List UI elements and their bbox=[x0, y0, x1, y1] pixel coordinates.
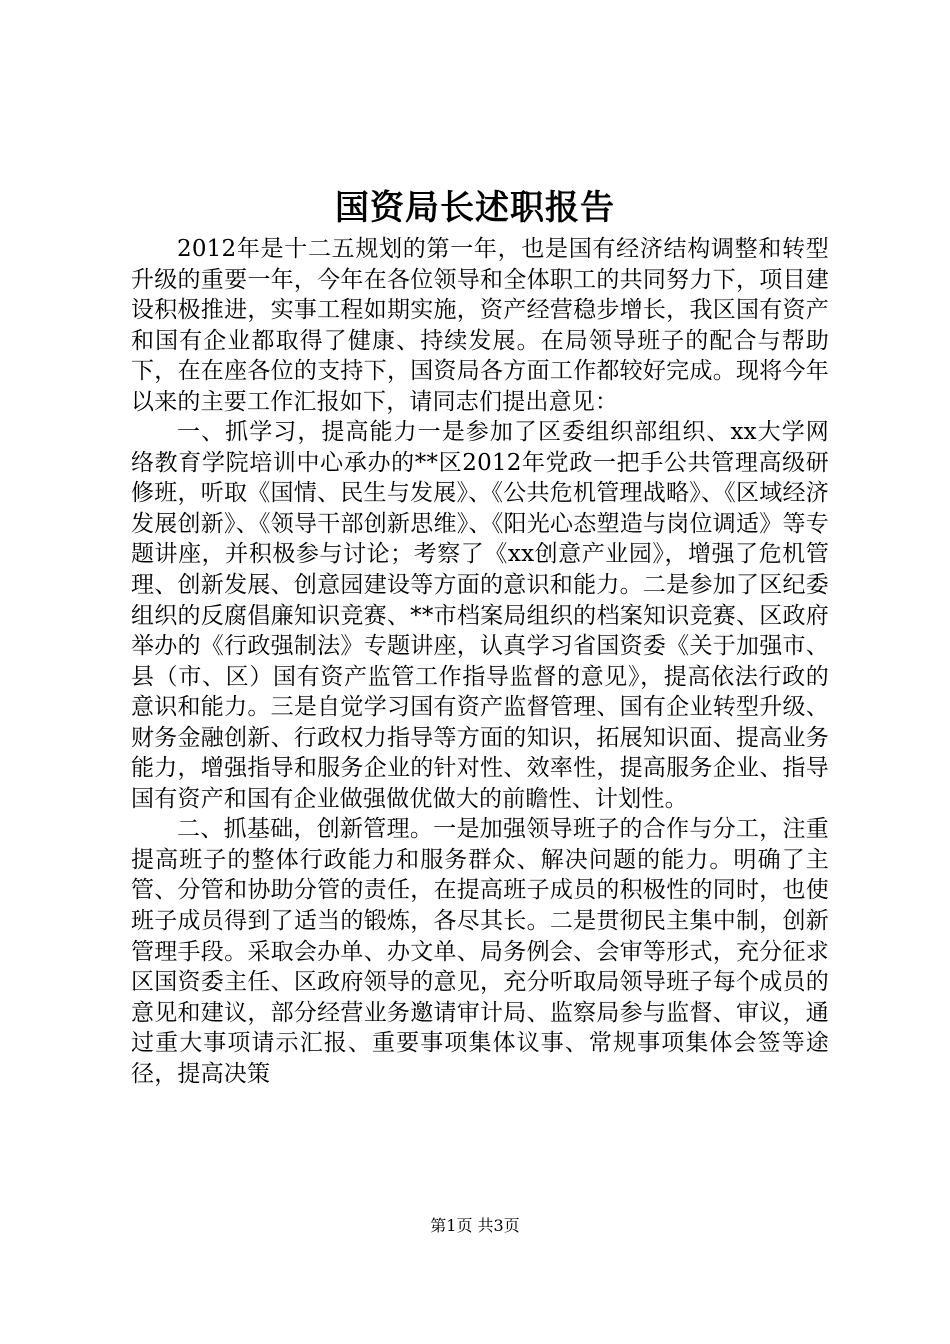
paragraph-study: 一、抓学习，提高能力一是参加了区委组织部组织、xx大学网络教育学院培训中心承办的**区2012年党政一把手公共管理高级研修班，听取《国情、民生与发展》、《公共危机管理战略》、《区域经济发展创新》、《领导干部创新思维》、《阳光心态塑造与岗位调适》等专题讲座，并积极参与讨论；考察了《xx创意产业园》，增强了危机管理、创新发展、创意园建设等方面的意识和能力。二是参加了区纪委组织的反腐倡廉知识竞赛、**市档案局组织的档案知识竞赛、区政府举办的《行政强制法》专题讲座，认真学习省国资委《关于加强市、县（市、区）国有资产监管工作指导监督的意见》，提高依法行政的意识和能力。三是自觉学习国有资产监督管理、国有企业转型升级、财务金融创新、行政权力指导等方面的知识，拓展知识面、提高业务能力，增强指导和服务企业的针对性、效率性，提高服务企业、指导国有资产和国有企业做强做优做大的前瞻性、计划性。 bbox=[131, 419, 829, 812]
document-body bbox=[131, 234, 829, 1089]
page-footer: 第1页 共3页 bbox=[430, 1216, 520, 1235]
paragraph-intro: 2012年是十二五规划的第一年，也是国有经济结构调整和转型升级的重要一年，今年在各位领导和全体职工的共同努力下，项目建设积极推进，实事工程如期实施，资产经营稳步增长，我区国有资产和国有企业都取得了健康、持续发展。在局领导班子的配合与帮助下，在在座各位的支持下，国资局各方面工作都较好完成。现将今年以来的主要工作汇报如下，请同志们提出意见： bbox=[131, 236, 829, 415]
document-title: 国资局长述职报告 bbox=[335, 188, 615, 228]
paragraph-foundation: 二、抓基础，创新管理。一是加强领导班子的合作与分工，注重提高班子的整体行政能力和服务群众、解决问题的能力。明确了主管、分管和协助分管的责任，在提高班子成员的积极性的同时，也使班子成员得到了适当的锻炼，各尽其长。二是贯彻民主集中制，创新管理手段。采取会办单、办文单、局务例会、会审等形式，充分征求区国资委主任、区政府领导的意见，充分听取局领导班子每个成员的意见和建议，部分经营业务邀请审计局、监察局参与监督、审议，通过重大事项请示汇报、重要事项集体议事、常规事项集体会签等途径，提高决策 bbox=[131, 816, 829, 1087]
